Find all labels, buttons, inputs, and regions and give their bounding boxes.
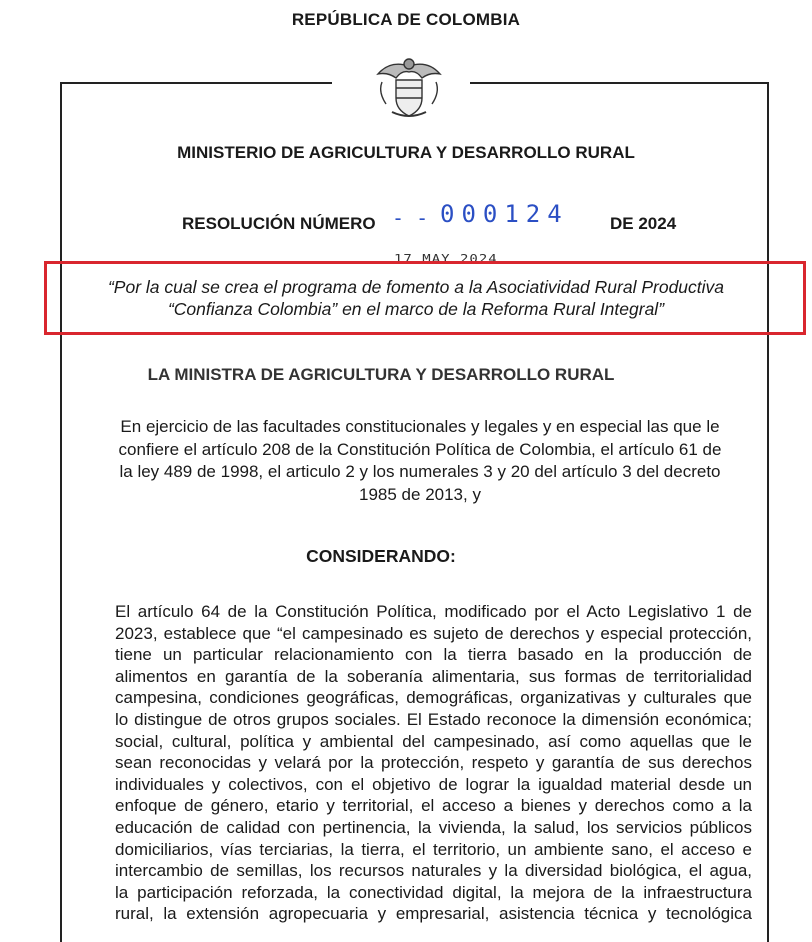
body-line: intercambio de semillas, los recursos naturales y la diversidad biológica, el agua, bbox=[115, 861, 752, 881]
body-line: lo distingue de otros grupos sociales. El Estado reconoce la dimensión económica; bbox=[115, 709, 752, 729]
coat-of-arms-seal-icon bbox=[370, 52, 448, 122]
exercise-paragraph bbox=[110, 416, 730, 506]
body-line: enfoque de género, etario y territorial, el acceso a bienes y derechos como a la bbox=[115, 796, 752, 816]
body-line: alimentos en garantía de la soberanía alimentaria, sus formas de territorialidad bbox=[115, 666, 752, 686]
body-line: tiene un particular relacionamiento con la tierra basado en la producción de bbox=[115, 645, 752, 665]
body-line: rural, la extensión agropecuaria y empresarial, asistencia técnica y tecnológica bbox=[115, 904, 752, 924]
considering-heading: CONSIDERANDO: bbox=[306, 546, 456, 566]
subject-line-1: “Por la cual se crea el programa de fomento a la Asociatividad Rural Productiva bbox=[107, 277, 725, 297]
body-line: 2023, establece que “el campesinado es sujeto de derechos y especial protección, bbox=[115, 623, 752, 643]
minister-heading: LA MINISTRA DE AGRICULTURA Y DESARROLLO RURAL bbox=[147, 365, 615, 384]
header-country: REPÚBLICA DE COLOMBIA bbox=[291, 10, 521, 29]
exercise-line: confiere el artículo 208 de la Constitución Política de Colombia, el artículo 61 de bbox=[118, 439, 722, 459]
body-line: El artículo 64 de la Constitución Política, modificado por el Acto Legislativo 1 de bbox=[115, 602, 752, 621]
body-line: social, cultural, política y ambiental del campesinado, así como aquellas que le bbox=[115, 731, 752, 751]
resolution-number: 000124 bbox=[440, 200, 569, 228]
body-line: individuales y colectivos, con el objetivo de lograr la igualdad material desde un bbox=[115, 774, 752, 794]
highlight-box bbox=[44, 261, 806, 335]
date-stamp: 17 MAY 2024 bbox=[394, 252, 498, 266]
resolution-prefix: - - bbox=[392, 206, 429, 230]
body-line: sean reconocidas y velará por la protección, respeto y garantía de sus derechos bbox=[115, 753, 752, 773]
resolution-year: DE 2024 bbox=[610, 214, 677, 233]
exercise-line: la ley 489 de 1998, el articulo 2 y los numerales 3 y 20 del artículo 3 del decreto bbox=[119, 462, 721, 481]
body-line: domiciliarios, vías terciarias, la tierra, el territorio, un ambiente sano, el acceso e bbox=[115, 839, 752, 859]
subject-line-2: “Confianza Colombia” en el marco de la Reforma Rural Integral” bbox=[167, 299, 665, 319]
body-line: educación de calidad con pertinencia, la vivienda, la salud, los servicios públicos bbox=[115, 817, 752, 837]
body-line: la participación reforzada, la conectividad digital, la mejora de la infraestructura bbox=[115, 882, 752, 902]
exercise-line: En ejercicio de las facultades constitucionales y legales y en especial las que le bbox=[120, 417, 720, 436]
exercise-line: 1985 de 2013, y bbox=[359, 484, 481, 504]
body-paragraph bbox=[115, 601, 752, 925]
ministry-name: MINISTERIO DE AGRICULTURA Y DESARROLLO RURAL bbox=[177, 143, 635, 162]
body-line: campesina, condiciones geográficas, demográficas, organizativas y culturales que bbox=[115, 688, 752, 708]
resolution-label: RESOLUCIÓN NÚMERO bbox=[182, 214, 376, 233]
